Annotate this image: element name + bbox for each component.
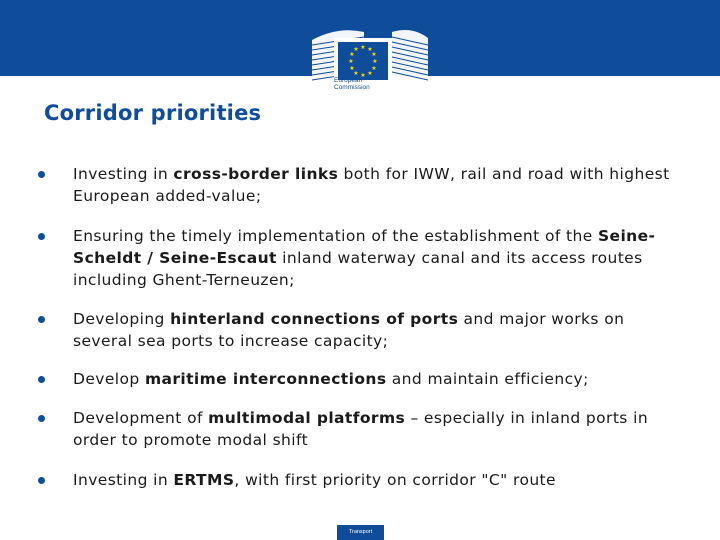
bullet-run: and major works on several sea ports to increase capacity; [73, 310, 625, 350]
bullet-run: Ensuring the timely implementation of the establishment of the [73, 227, 598, 245]
bullet-text [73, 469, 673, 491]
bullet-text [73, 225, 673, 291]
bullet-run: – especially in inland ports in order to promote modal shift [73, 409, 649, 449]
svg-text:★: ★ [371, 65, 377, 72]
bullet-icon [38, 316, 45, 323]
bullet-run: , with first priority on corridor "C" route [234, 471, 556, 489]
bullet-run: Develop [73, 370, 145, 388]
bullet-emphasis: maritime interconnections [144, 370, 387, 388]
bullet-text [73, 407, 673, 451]
slide-title: Corridor priorities [44, 101, 262, 125]
european-commission-logo [308, 18, 432, 98]
bullet-run: and maintain efficiency; [386, 370, 589, 388]
bullet-run: Development of [73, 409, 209, 427]
svg-text:★: ★ [367, 46, 373, 53]
bullet-text [73, 308, 673, 352]
svg-text:★: ★ [360, 44, 366, 51]
bullet-emphasis: cross-border links [173, 165, 339, 183]
logo-text-line1: European [334, 77, 363, 84]
bullet-emphasis: ERTMS [173, 471, 235, 489]
bullet-emphasis: multimodal platforms [208, 409, 406, 427]
bullet-icon [38, 171, 45, 178]
bullet-text [73, 368, 673, 390]
bullet-icon [38, 233, 45, 240]
svg-text:★: ★ [353, 46, 359, 53]
bullet-icon [38, 376, 45, 383]
bullet-icon [38, 415, 45, 422]
bullet-run: both for IWW, rail and road with highest European added-value; [73, 165, 670, 205]
bullet-run: Investing in [73, 165, 174, 183]
bullet-run: Developing [73, 310, 171, 328]
footer-tag: Transport [337, 525, 384, 540]
svg-text:★: ★ [371, 51, 377, 58]
svg-text:★: ★ [372, 58, 378, 65]
bullet-text [73, 163, 673, 207]
bullet-emphasis: hinterland connections of ports [170, 310, 459, 328]
svg-text:★: ★ [348, 58, 354, 65]
bullet-run: inland waterway canal and its access routes including Ghent-Terneuzen; [73, 249, 643, 289]
bullet-emphasis: Seine-Scheldt / Seine-Escaut [73, 227, 656, 267]
svg-text:★: ★ [349, 65, 355, 72]
svg-text:★: ★ [349, 51, 355, 58]
logo-text-line2: Commission [334, 84, 370, 91]
svg-text:★: ★ [360, 72, 366, 79]
svg-text:★: ★ [353, 70, 359, 77]
bullet-icon [38, 477, 45, 484]
logo-text [334, 77, 370, 91]
bullet-run: Investing in [73, 471, 174, 489]
svg-text:★: ★ [367, 70, 373, 77]
